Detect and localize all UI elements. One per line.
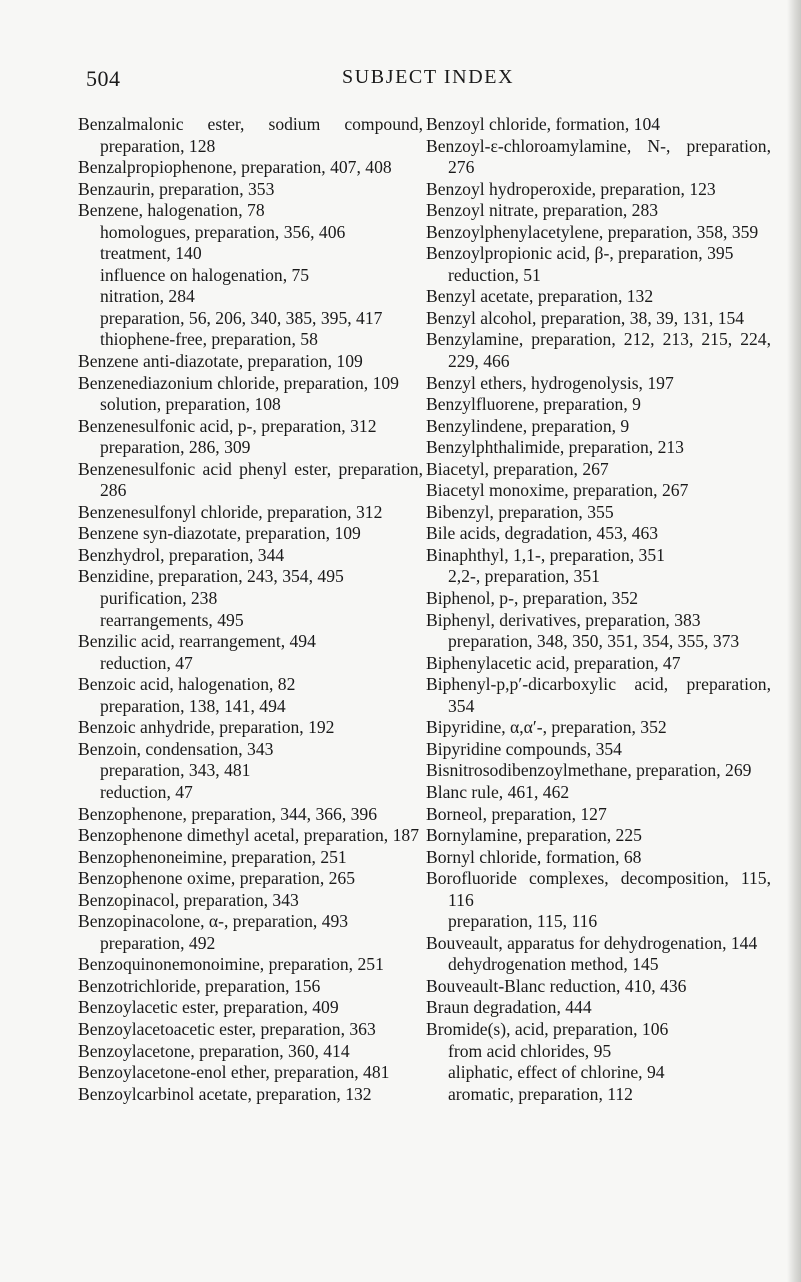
page-edge-shadow <box>787 0 801 1282</box>
index-entry: Biacetyl, preparation, 267 <box>426 458 609 479</box>
index-entry: Bipyridine, α,α′-, preparation, 352 <box>426 717 667 738</box>
index-entry: Benzalpropiophenone, preparation, 407, 408 <box>78 157 392 178</box>
index-entry: Benzene anti-diazotate, preparation, 109 <box>78 351 363 372</box>
index-subentry: dehydrogenation method, 145 <box>448 954 659 975</box>
index-entry: Benzophenone oxime, preparation, 265 <box>78 868 356 889</box>
index-entry: Benzopinacol, preparation, 343 <box>78 889 299 910</box>
index-entry: Biphenylacetic acid, preparation, 47 <box>426 652 681 673</box>
index-subentry: preparation, 138, 141, 494 <box>100 695 286 716</box>
index-column-left <box>78 114 423 1105</box>
index-subentry: preparation, 56, 206, 340, 385, 395, 417 <box>100 307 383 328</box>
index-subentry: treatment, 140 <box>100 243 202 264</box>
index-entry: Biacetyl monoxime, preparation, 267 <box>426 480 689 501</box>
index-subentry: preparation, 286, 309 <box>100 437 251 458</box>
index-subentry: reduction, 51 <box>448 264 541 285</box>
index-entry: Benzotrichloride, preparation, 156 <box>78 975 321 996</box>
index-subentry: reduction, 47 <box>100 781 193 802</box>
index-entry: Benzoylacetone-enol ether, preparation, 481 <box>78 1062 390 1083</box>
index-entry: Benzene, halogenation, 78 <box>78 200 265 221</box>
index-entry: Benzoyl chloride, formation, 104 <box>426 114 661 134</box>
index-entry: Bisnitrosodibenzoylmethane, preparation, 269 <box>426 760 752 781</box>
index-entry: Benzoylcarbinol acetate, preparation, 132 <box>78 1083 372 1104</box>
index-entry: Benzidine, preparation, 243, 354, 495 <box>78 566 344 587</box>
index-entry: Bipyridine compounds, 354 <box>426 738 622 759</box>
index-subentry: preparation, 343, 481 <box>100 760 251 781</box>
index-subentry: preparation, 348, 350, 351, 354, 355, 373 <box>448 631 740 652</box>
index-entry: Benzoin, condensation, 343 <box>78 738 274 759</box>
index-entry: Benzoyl-ε-chloroamylamine, N-, preparation, 276 <box>426 135 771 178</box>
index-entry: Benzene syn-diazotate, preparation, 109 <box>78 523 361 544</box>
index-subentry: reduction, 47 <box>100 652 193 673</box>
index-entry: Benzoylphenylacetylene, preparation, 358, 359 <box>426 221 759 242</box>
index-entry: Biphenyl-p,p′-dicarboxylic acid, preparation, 354 <box>426 674 771 716</box>
running-head-title: SUBJECT INDEX <box>342 66 515 88</box>
index-entry: Benzophenoneimine, preparation, 251 <box>78 846 347 867</box>
index-subentry: homologues, preparation, 356, 406 <box>100 221 346 242</box>
index-entry: Benzylphthalimide, preparation, 213 <box>426 437 684 458</box>
index-entry: Blanc rule, 461, 462 <box>426 781 570 802</box>
index-subentry: rearrangements, 495 <box>100 609 244 630</box>
index-entry: Benzoquinonemonoimine, preparation, 251 <box>78 954 384 975</box>
index-entry: Benzyl acetate, preparation, 132 <box>426 286 654 307</box>
index-entry: Braun degradation, 444 <box>426 997 592 1018</box>
index-entry: Benzenesulfonic acid, p-, preparation, 312 <box>78 415 377 436</box>
index-entry: Benzaurin, preparation, 353 <box>78 178 275 199</box>
index-entry: Binaphthyl, 1,1-, preparation, 351 <box>426 544 665 565</box>
index-subentry: from acid chlorides, 95 <box>448 1040 612 1061</box>
index-entry: Benzylfluorene, preparation, 9 <box>426 394 641 415</box>
index-column-right <box>426 114 771 1105</box>
index-entry: Benzophenone dimethyl acetal, preparation, 187 <box>78 825 419 846</box>
index-entry: Benzoylpropionic acid, β-, preparation, 395 <box>426 243 734 264</box>
index-entry: Benzalmalonic ester, sodium compound, preparation, 128 <box>78 114 423 156</box>
index-subentry: solution, preparation, 108 <box>100 394 281 415</box>
index-entry: Benzenediazonium chloride, preparation, 109 <box>78 372 399 393</box>
index-entry: Benzoic anhydride, preparation, 192 <box>78 717 335 738</box>
index-entry: Benzoylacetoacetic ester, preparation, 363 <box>78 1018 376 1039</box>
index-subentry: 2,2-, preparation, 351 <box>448 566 600 587</box>
index-subentry: purification, 238 <box>100 588 218 609</box>
index-subentry: aliphatic, effect of chlorine, 94 <box>448 1062 665 1083</box>
index-entry: Benzhydrol, preparation, 344 <box>78 544 285 565</box>
index-entry: Benzylindene, preparation, 9 <box>426 415 630 436</box>
page-number: 504 <box>86 66 121 91</box>
index-entry: Benzoylacetic ester, preparation, 409 <box>78 997 339 1018</box>
index-entry: Biphenyl, derivatives, preparation, 383 <box>426 609 701 630</box>
index-entry: Bornyl chloride, formation, 68 <box>426 846 642 867</box>
index-entry: Bouveault, apparatus for dehydrogenation, 144 <box>426 932 758 953</box>
index-entry: Benzoyl hydroperoxide, preparation, 123 <box>426 178 716 199</box>
index-entry: Benzylamine, preparation, 212, 213, 215, 224, 229, 466 <box>426 329 771 372</box>
index-entry: Benzenesulfonyl chloride, preparation, 312 <box>78 501 383 522</box>
index-entry: Benzoylacetone, preparation, 360, 414 <box>78 1040 350 1061</box>
index-entry: Benzyl ethers, hydrogenolysis, 197 <box>426 372 674 393</box>
index-subentry: preparation, 492 <box>100 932 216 953</box>
index-entry: Bromide(s), acid, preparation, 106 <box>426 1018 669 1039</box>
index-subentry: nitration, 284 <box>100 286 195 307</box>
index-entry: Bibenzyl, preparation, 355 <box>426 501 614 522</box>
index-entry: Benzoyl nitrate, preparation, 283 <box>426 200 659 221</box>
index-subentry: preparation, 115, 116 <box>448 911 598 932</box>
page-header <box>86 66 706 94</box>
index-entry: Benzopinacolone, α-, preparation, 493 <box>78 911 349 932</box>
index-entry: Bile acids, degradation, 453, 463 <box>426 523 659 544</box>
index-entry: Borneol, preparation, 127 <box>426 803 607 824</box>
index-subentry: thiophene-free, preparation, 58 <box>100 329 318 350</box>
index-entry: Benzilic acid, rearrangement, 494 <box>78 631 316 652</box>
index-entry: Biphenol, p-, preparation, 352 <box>426 588 639 609</box>
index-entry: Benzenesulfonic acid phenyl ester, preparation, 286 <box>78 458 423 501</box>
index-subentry: aromatic, preparation, 112 <box>448 1083 633 1104</box>
index-entry: Benzyl alcohol, preparation, 38, 39, 131, 154 <box>426 307 745 328</box>
index-subentry: influence on halogenation, 75 <box>100 264 310 285</box>
index-entry: Bouveault-Blanc reduction, 410, 436 <box>426 975 687 996</box>
index-entry: Borofluoride complexes, decomposition, 115, 116 <box>426 868 771 910</box>
index-entry: Bornylamine, preparation, 225 <box>426 825 642 846</box>
index-entry: Benzoic acid, halogenation, 82 <box>78 674 296 695</box>
index-entry: Benzophenone, preparation, 344, 366, 396 <box>78 803 378 824</box>
